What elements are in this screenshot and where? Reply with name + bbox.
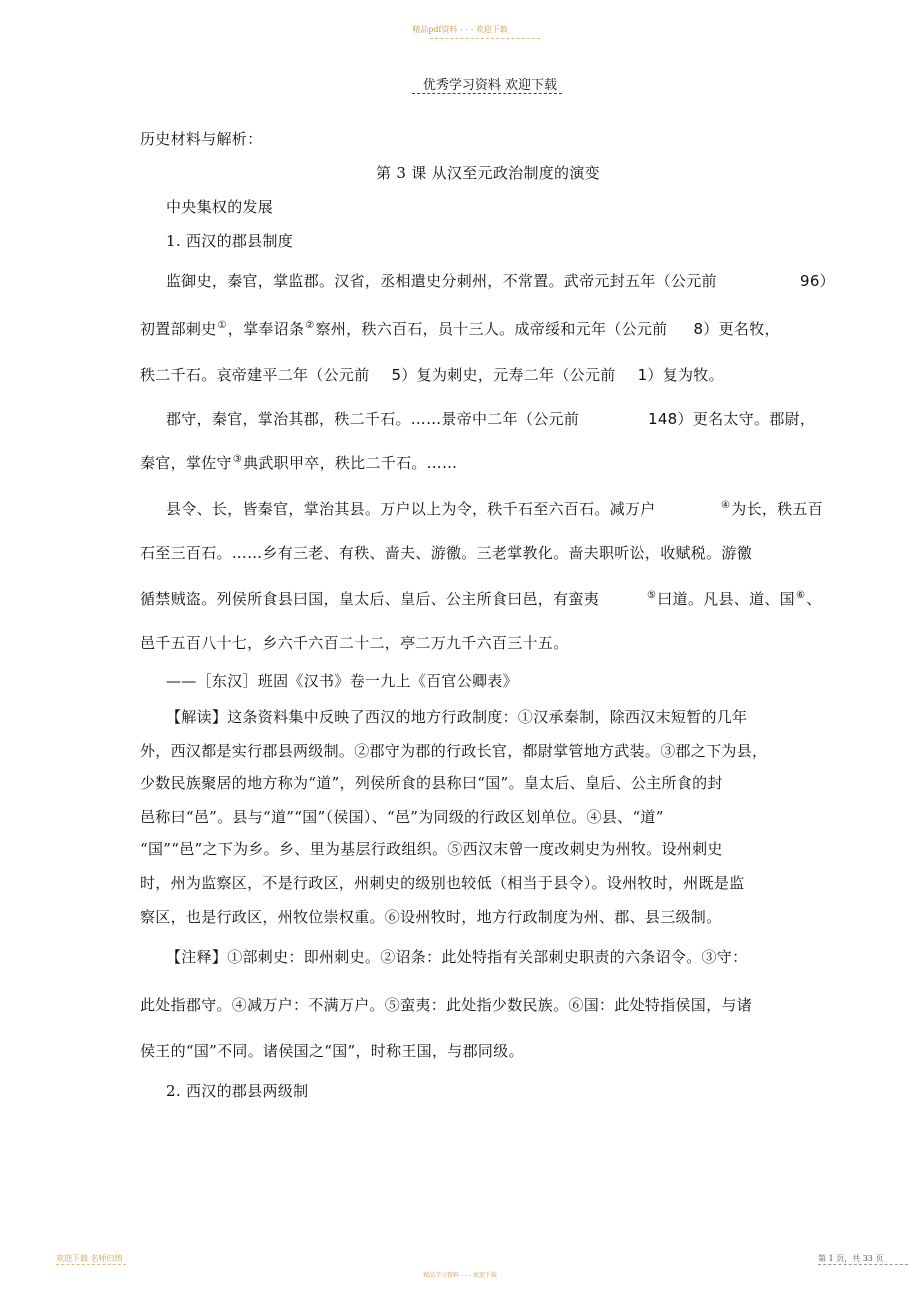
p3-line-3-c: 、 bbox=[806, 590, 822, 608]
header-underline bbox=[412, 93, 562, 94]
p2-line-1-num: 148）更名太守。郡尉， bbox=[648, 410, 816, 428]
watermark-top: 精品pdf资料 - - - 欢迎下载 bbox=[412, 25, 508, 34]
p1-line-2-num: 8）更名牧， bbox=[693, 320, 780, 338]
p3-line-3-tail bbox=[646, 588, 822, 609]
p3-line-1: 县令、长，皆秦官，掌治其县。万户以上为令，秩千石至六百石。减万户 bbox=[166, 500, 656, 518]
p2-line-1: 郡守，秦官，掌治其郡，秩二千石。……景帝中二年（公元前 bbox=[166, 410, 580, 428]
subheading-1: 1. 西汉的郡县制度 bbox=[166, 232, 294, 250]
source-citation: ——［东汉］班固《汉书》卷一九上《百官公卿表》 bbox=[166, 672, 518, 690]
footer-watermark-center: 精品学习资料 - - - 欢迎下载 bbox=[423, 1272, 497, 1279]
footnote-ref-2: ② bbox=[305, 320, 315, 331]
footer-left-rule bbox=[56, 1264, 126, 1265]
p2-line-2 bbox=[140, 452, 457, 473]
watermark-top-rule bbox=[430, 38, 540, 39]
p3-line-3-b: 曰道。凡县、道、国 bbox=[657, 590, 795, 608]
jiedu-line-4: 邑称曰“邑”。县与“道”“国”（侯国）、“邑”为同级的行政区划单位。④县、“道” bbox=[140, 808, 664, 826]
lesson-title: 第 3 课 从汉至元政治制度的演变 bbox=[376, 164, 600, 182]
page-counter: 第 1 页，共 33 页 bbox=[818, 1254, 884, 1263]
intro-label: 历史材料与解析： bbox=[140, 130, 263, 148]
p1-line-3-b: 5）复为刺史，元寿二年（公元前 bbox=[391, 366, 616, 384]
jiedu-line-1: 【解读】这条资料集中反映了西汉的地方行政制度：①汉承秦制，除西汉末短暂的几年 bbox=[166, 708, 748, 726]
jiedu-line-6: 时，州为监察区，不是行政区，州刺史的级别也较低（相当于县令）。设州牧时，州既是监 bbox=[140, 874, 745, 892]
footnote-ref-1: ① bbox=[217, 320, 227, 331]
zhushi-line-1: 【注释】①部刺史：即州刺史。②诏条：此处特指有关部刺史职责的六条诏令。③守： bbox=[166, 948, 748, 966]
jiedu-line-3: 少数民族聚居的地方称为“道”，列侯所食的县称曰“国”。皇太后、皇后、公主所食的封 bbox=[140, 774, 723, 792]
p1-line-2-c: 察州，秩六百石，员十三人。成帝绥和元年（公元前 bbox=[315, 320, 668, 338]
jiedu-line-2: 外，西汉都是实行郡县两级制。②郡守为郡的行政长官，都尉掌管地方武装。③郡之下为县， bbox=[140, 742, 768, 760]
p1-line-1-num: 96） bbox=[800, 272, 835, 290]
p1-line-2 bbox=[140, 318, 780, 339]
p3-line-1-b: 为长，秩五百 bbox=[731, 500, 824, 518]
footer-watermark-left: 欢迎下载 名师归纳 bbox=[56, 1254, 123, 1263]
p1-line-1: 监御史，秦官，掌监郡。汉省，丞相遣史分刺州，不常置。武帝元封五年（公元前 bbox=[166, 272, 717, 290]
subheading-2: 2. 西汉的郡县两级制 bbox=[166, 1082, 309, 1100]
jiedu-line-7: 察区，也是行政区，州牧位崇权重。⑥设州牧时，地方行政制度为州、郡、县三级制。 bbox=[140, 908, 722, 926]
p2-line-2-b: 典武职甲卒，秩比二千石。…… bbox=[243, 454, 458, 472]
jiedu-line-5: “国”“邑”之下为乡。乡、里为基层行政组织。⑤西汉末曾一度改刺史为州牧。设州刺史 bbox=[140, 840, 723, 858]
zhushi-line-3: 侯王的“国”不同。诸侯国之“国”，时称王国，与郡同级。 bbox=[140, 1042, 524, 1060]
p2-line-2-a: 秦官，掌佐守 bbox=[140, 454, 232, 472]
page-header: 优秀学习资料 欢迎下载 bbox=[422, 78, 558, 93]
footer-right-rule bbox=[818, 1264, 908, 1265]
p3-line-1-tail bbox=[720, 498, 823, 519]
p1-line-3-c: 1）复为牧。 bbox=[637, 366, 724, 384]
p1-line-3-a: 秩二千石。哀帝建平二年（公元前 bbox=[140, 366, 370, 384]
footnote-ref-6: ⑥ bbox=[795, 590, 806, 601]
section-heading: 中央集权的发展 bbox=[166, 198, 274, 216]
p3-line-4: 邑千五百八十七，乡六千六百二十二，亭二万九千六百三十五。 bbox=[140, 634, 569, 652]
p3-line-3: 循禁贼盗。列侯所食县曰国，皇太后、皇后、公主所食曰邑，有蛮夷 bbox=[140, 590, 600, 608]
p1-line-3 bbox=[140, 364, 724, 385]
p1-line-2-b: ，掌奉诏条 bbox=[227, 320, 305, 338]
zhushi-line-2: 此处指郡守。④减万户：不满万户。⑤蛮夷：此处指少数民族。⑥国：此处特指侯国，与诸 bbox=[140, 996, 753, 1014]
p1-line-2-a: 初置部刺史 bbox=[140, 320, 217, 338]
footnote-ref-4: ④ bbox=[721, 500, 731, 511]
footnote-ref-3: ③ bbox=[232, 454, 243, 465]
p3-line-2: 石至三百石。……乡有三老、有秩、啬夫、游徼。三老掌教化。啬夫职听讼，收赋税。游徼 bbox=[140, 544, 753, 562]
footnote-ref-5: ⑤ bbox=[647, 590, 657, 601]
